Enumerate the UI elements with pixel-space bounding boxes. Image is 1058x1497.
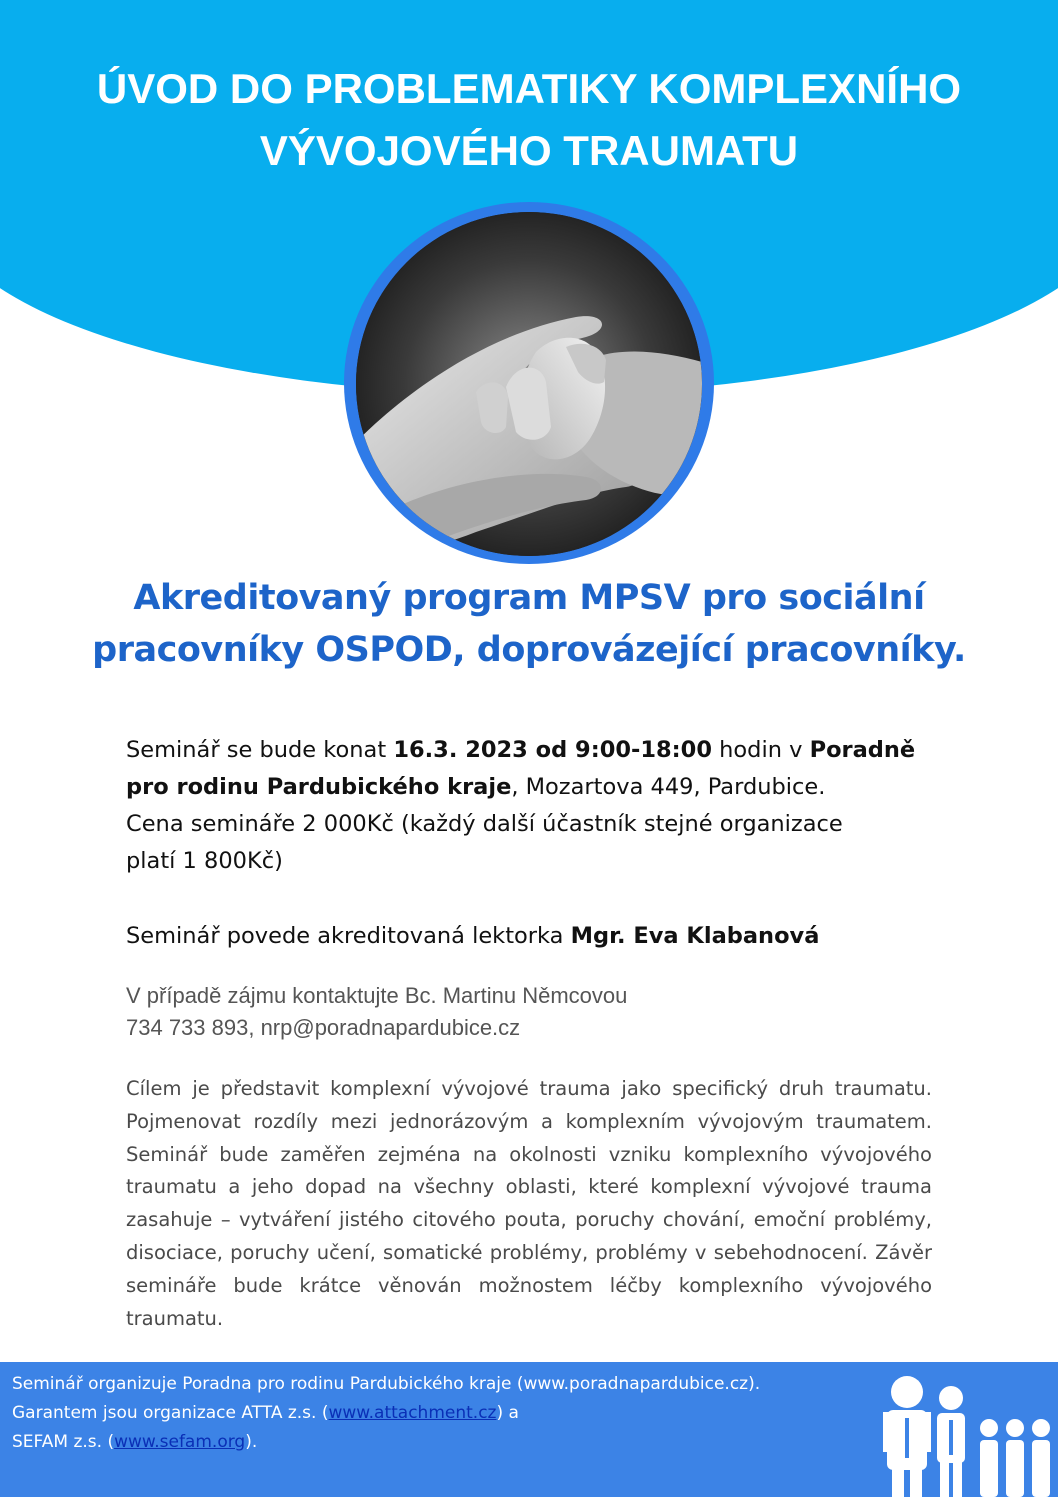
title-line-1: ÚVOD DO PROBLEMATIKY KOMPLEXNÍHO [96, 65, 962, 112]
footer-text-part: ) a [496, 1403, 519, 1423]
title-line-2: VÝVOJOVÉHO TRAUMATU [259, 127, 799, 174]
footer-text-part: ). [245, 1432, 258, 1452]
footer [0, 1362, 1058, 1497]
lecturer-name: Mgr. Eva Klabanová [570, 923, 820, 949]
seminar-place: pro rodinu Pardubického kraje [126, 774, 512, 800]
footer-text-part: Garantem jsou organizace ATTA z.s. ( [12, 1403, 329, 1423]
attachment-link[interactable]: www.attachment.cz [328, 1403, 497, 1423]
seminar-date-place [126, 732, 926, 806]
hands-illustration-icon [356, 212, 702, 556]
info-text: hodin v [711, 737, 810, 763]
contact-block [126, 980, 926, 1044]
sefam-link[interactable]: www.sefam.org [114, 1432, 246, 1452]
footer-line-1: Seminář organizuje Poradna pro rodinu Pardubického kraje (www.poradnapardubice.cz). [12, 1374, 761, 1394]
seminar-address: , Mozartova 449, Pardubice. [511, 774, 826, 800]
seminar-date: 16.3. 2023 od 9:00-18:00 [393, 737, 712, 763]
hands-photo [356, 212, 702, 556]
footer-line-3 [12, 1428, 852, 1457]
seminar-place: Poradně [809, 737, 916, 763]
lecturer-line [126, 918, 926, 955]
lecturer-prefix: Seminář povede akreditovaná lektorka [126, 923, 571, 949]
footer-text [12, 1370, 852, 1457]
footer-line-2 [12, 1399, 852, 1428]
program-subtitle [60, 572, 998, 676]
contact-line-1: V případě zájmu kontaktujte Bc. Martinu Němcovou [126, 983, 628, 1008]
footer-text-part: SEFAM z.s. ( [12, 1432, 115, 1452]
price-line-2: platí 1 800Kč) [126, 848, 283, 874]
subtitle-line-1: Akreditovaný program MPSV pro sociální [133, 578, 925, 618]
info-text: Seminář se bude konat [126, 737, 394, 763]
family-logo-icon [878, 1370, 1058, 1497]
page-title [0, 58, 1058, 182]
seminar-info [126, 732, 926, 880]
seminar-description: Cílem je představit komplexní vývojové trauma jako specifický druh traumatu. Pojmenovat rozdíly mezi jednorázovým a komplexním vývojovým traumatem. Seminář bude zaměřen zejména na okolnosti vzniku komplexního vývojového traumatu a jeho dopad na všechny oblasti, které komplexní vývojové trauma zasahuje – vytváření jistého citového pouta, poruchy chování, emoční problémy, disociace, poruchy učení, somatické problémy, problémy v sebehodnocení. Závěr semináře bude krátce věnován možnostem léčby komplexního vývojového traumatu. [126, 1077, 932, 1330]
subtitle-line-2: pracovníky OSPOD, doprovázející pracovníky. [92, 630, 966, 670]
price-line-1: Cena semináře 2 000Kč (každý další účastník stejné organizace [126, 811, 843, 837]
contact-line-2: 734 733 893, nrp@poradnapardubice.cz [126, 1015, 521, 1040]
